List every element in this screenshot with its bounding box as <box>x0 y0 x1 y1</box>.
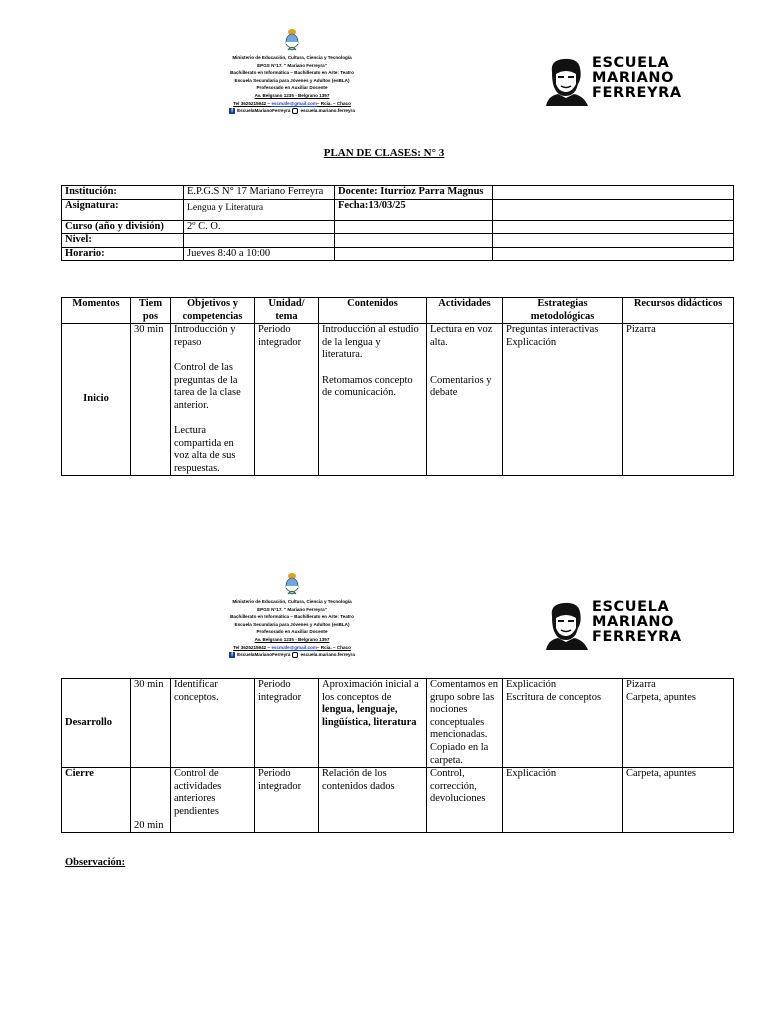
column-header: Contenidos <box>319 298 427 324</box>
fecha-value: Fecha:13/03/25 <box>335 199 493 220</box>
email-link[interactable]: escmafe@gmail.com <box>271 644 317 650</box>
ministry-line: Av. Belgrano 1235 - Belgrano 1397 <box>254 92 330 98</box>
instagram-handle[interactable]: escuela.mariano.ferreyra <box>300 108 355 114</box>
ministry-line: EPGS N°17. " Mariano Ferreyra" <box>257 606 327 612</box>
ministry-line: Bachillerato en Informática – Bachillerato en Arte: Teatro <box>230 70 354 76</box>
ministry-line: Av. Belgrano 1235 - Belgrano 1397 <box>254 636 330 642</box>
docente-value: Docente: Iturrioz Parra Magnus <box>335 186 493 200</box>
phone-text: Tel 3625215942 – <box>233 100 271 106</box>
actividades-cell: Control, corrección, devoluciones <box>427 768 503 833</box>
empty-cell <box>335 220 493 234</box>
city-text: – Rcia. – Chaco <box>316 100 351 106</box>
asignatura-label: Asignatura: <box>62 199 184 220</box>
social-line <box>204 107 380 115</box>
institucion-label: Institución: <box>62 186 184 200</box>
contenido-text: Aproximación inicial a los conceptos de <box>322 679 419 703</box>
social-line <box>204 651 380 659</box>
column-header: Objetivos y competencias <box>171 298 255 324</box>
estrategias-cell <box>503 324 623 476</box>
table-row-cierre <box>62 768 734 833</box>
table-row <box>62 199 734 220</box>
momento-desarrollo: Desarrollo <box>62 679 131 768</box>
plan-title: PLAN DE CLASES: N° 3 <box>323 147 445 159</box>
phone-text: Tel 3625215942 – <box>233 644 271 650</box>
observacion-label: Observación: <box>65 857 126 868</box>
facebook-icon: f <box>229 108 235 114</box>
institucion-value: E.P.G.S N° 17 Mariano Ferreyra <box>184 186 335 200</box>
objetivos-cell: Identificar conceptos. <box>171 679 255 768</box>
contenido-text: Retomamos concepto de comunicación. <box>322 374 413 399</box>
momento-inicio: Inicio <box>62 324 131 476</box>
portrait-icon <box>544 600 590 650</box>
empty-cell <box>335 234 493 248</box>
estrategia-text: Explicación <box>506 336 557 348</box>
brand-line: ESCUELA <box>592 55 670 71</box>
ministry-line: Profesorado en Auxiliar Docente <box>256 629 328 635</box>
portrait-icon <box>544 56 590 106</box>
table-header-row <box>62 298 734 324</box>
table-row-inicio <box>62 324 734 476</box>
estrategias-cell: Explicación <box>503 768 623 833</box>
estrategia-text: Escritura de conceptos <box>506 691 602 703</box>
recurso-text: Pizarra <box>626 679 656 690</box>
table-row <box>62 220 734 234</box>
ministry-line: Profesorado en Auxiliar Docente <box>256 85 328 91</box>
school-name <box>592 56 682 101</box>
contenidos-cell <box>319 324 427 476</box>
empty-cell <box>184 234 335 248</box>
instagram-icon <box>292 108 298 114</box>
brand-line: MARIANO <box>592 614 675 630</box>
objetivo-text: Control de las preguntas de la tarea de la clase anterior. <box>174 361 241 411</box>
ministry-line: Escuela Secundaria para Jóvenes y Adultos (esBLA) <box>234 621 350 627</box>
ministry-line: Escuela Secundaria para Jóvenes y Adultos (esBLA) <box>234 77 350 83</box>
empty-cell <box>493 186 734 200</box>
recurso-text: Carpeta, apuntes <box>626 691 696 703</box>
estrategias-cell <box>503 679 623 768</box>
ministry-line: Ministerio de Educación, Cultura, Ciencia y Tecnología <box>232 599 352 604</box>
ministry-line: EPGS N°17. " Mariano Ferreyra" <box>257 62 327 68</box>
objetivos-cell <box>171 324 255 476</box>
brand-line: FERREYRA <box>592 629 682 645</box>
instagram-icon <box>292 652 298 658</box>
actividades-cell: Comentamos en grupo sobre las nociones conceptuales mencionadas. Copiado en la carpeta. <box>427 679 503 768</box>
school-logo <box>544 54 682 110</box>
curso-label: Curso (año y división) <box>62 220 184 234</box>
empty-cell <box>493 234 734 248</box>
recursos-cell: Carpeta, apuntes <box>623 768 734 833</box>
lesson-plan-table-continued <box>61 678 734 833</box>
tiempo-cell: 20 min <box>131 768 171 833</box>
ministry-line: Ministerio de Educación, Cultura, Ciencia y Tecnología <box>232 55 352 60</box>
facebook-icon: f <box>229 652 235 658</box>
ministry-letterhead <box>204 572 380 659</box>
school-logo <box>544 598 682 654</box>
school-name <box>592 600 682 645</box>
table-row <box>62 186 734 200</box>
column-header: Estrategias metodológicas <box>503 298 623 324</box>
column-header: Actividades <box>427 298 503 324</box>
ministry-line: Bachillerato en Informática – Bachillerato en Arte: Teatro <box>230 614 354 620</box>
contenidos-cell <box>319 679 427 768</box>
momento-cierre: Cierre <box>62 768 131 833</box>
empty-cell <box>493 199 734 220</box>
asignatura-value: Lengua y Literatura <box>184 199 335 220</box>
actividad-text: Lectura en voz alta. <box>430 324 493 348</box>
nivel-label: Nivel: <box>62 234 184 248</box>
national-seal-icon <box>285 572 299 596</box>
column-header: Unidad/ tema <box>255 298 319 324</box>
contenidos-cell: Relación de los contenidos dados <box>319 768 427 833</box>
column-header: Recursos didácticos <box>623 298 734 324</box>
unidad-cell: Periodo integrador <box>255 324 319 476</box>
contenido-text: Introducción al estudio de la lengua y literatura. <box>322 324 419 361</box>
objetivo-text: Lectura compartida en voz alta de sus respuestas. <box>174 424 236 474</box>
contenido-concepts: lengua, lenguaje, lingüística, literatura <box>322 704 417 728</box>
contact-line <box>204 100 380 108</box>
brand-line: FERREYRA <box>592 85 682 101</box>
facebook-handle[interactable]: EscuelaMarianoFerreyra <box>237 652 291 658</box>
unidad-cell: Periodo integrador <box>255 679 319 768</box>
estrategia-text: Preguntas interactivas <box>506 324 599 336</box>
lesson-plan-table <box>61 297 734 476</box>
column-header: Momentos <box>62 298 131 324</box>
empty-cell <box>493 220 734 234</box>
email-link[interactable]: escmafe@gmail.com <box>271 100 317 106</box>
page-header <box>0 572 768 692</box>
recursos-cell <box>623 679 734 768</box>
national-seal-icon <box>285 28 299 52</box>
page-header <box>0 28 768 148</box>
table-row-desarrollo <box>62 679 734 768</box>
curso-value: 2º C. O. <box>184 220 335 234</box>
course-info-table <box>61 185 734 261</box>
column-header: Tiem pos <box>131 298 171 324</box>
ministry-letterhead <box>204 28 380 115</box>
city-text: – Rcia. – Chaco <box>316 644 351 650</box>
recursos-cell: Pizarra <box>623 324 734 476</box>
horario-label: Horario: <box>62 247 184 261</box>
tiempo-cell: 30 min <box>131 324 171 476</box>
brand-line: MARIANO <box>592 70 675 86</box>
facebook-handle[interactable]: EscuelaMarianoFerreyra <box>237 108 291 114</box>
empty-cell <box>493 247 734 261</box>
objetivo-text: Introducción y repaso <box>174 324 236 348</box>
table-row <box>62 247 734 261</box>
empty-cell <box>335 247 493 261</box>
actividades-cell <box>427 324 503 476</box>
estrategia-text: Explicación <box>506 679 557 690</box>
tiempo-cell: 30 min <box>131 679 171 768</box>
horario-value: Jueves 8:40 a 10:00 <box>184 247 335 261</box>
contact-line <box>204 644 380 652</box>
brand-line: ESCUELA <box>592 599 670 615</box>
actividad-text: Comentarios y debate <box>430 374 492 399</box>
table-row <box>62 234 734 248</box>
unidad-cell: Periodo integrador <box>255 768 319 833</box>
instagram-handle[interactable]: escuela.mariano.ferreyra <box>300 652 355 658</box>
objetivos-cell: Control de actividades anteriores pendientes <box>171 768 255 833</box>
